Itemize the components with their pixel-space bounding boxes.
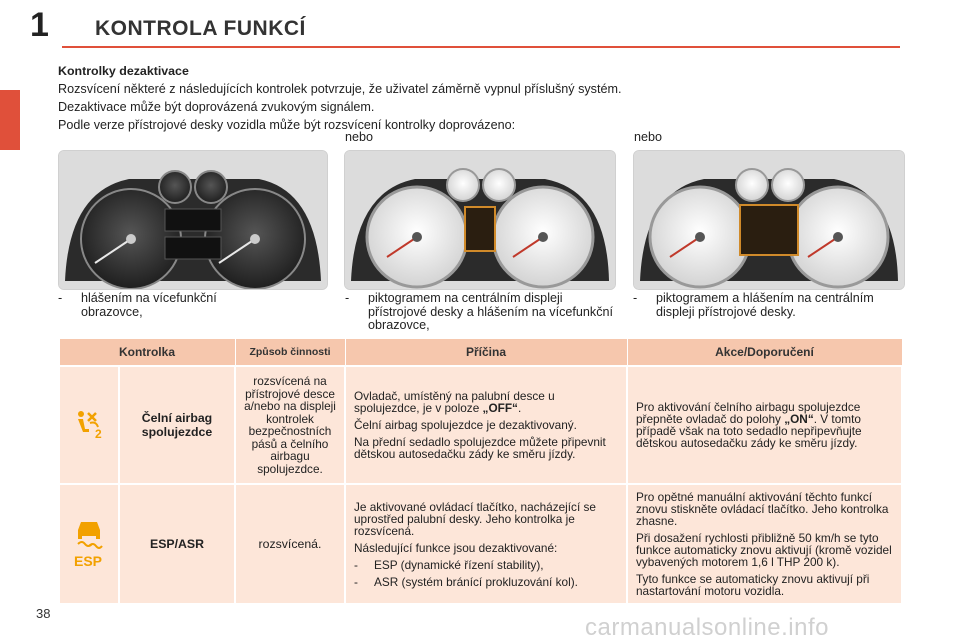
- instrument-cluster-image: [634, 151, 904, 289]
- disabled-functions-list: [354, 559, 620, 588]
- action-paragraph: Při dosažení rychlosti přibližně 50 km/h se tyto funkce automaticky znovu aktivují (kromě vozidel vybavených motorem 1,6 l THP 200 k).: [636, 531, 892, 569]
- indicator-name: Čelní airbag spolujezdce: [119, 366, 235, 484]
- list-item: - ASR (systém bránící prokluzování kol).: [354, 576, 620, 588]
- mode-text: rozsvícená.: [235, 484, 345, 604]
- table-row: [59, 366, 902, 484]
- section-title: Kontrolky dezaktivace: [58, 64, 189, 78]
- cluster-photo-2: [344, 150, 616, 290]
- svg-text:2: 2: [95, 426, 102, 439]
- esp-off-icon: [73, 518, 105, 568]
- intro-line: Podle verze přístrojové desky vozidla může být rozsvícení kontrolky doprovázeno:: [58, 118, 516, 132]
- table-header-row: [59, 339, 902, 367]
- section-intro: [58, 62, 898, 134]
- icon-cell: [59, 484, 119, 604]
- instrument-cluster-image: [345, 151, 615, 289]
- instrument-cluster-image: [59, 151, 327, 289]
- action-paragraph: Tyto funkce se automaticky znovu aktivují při nastartování motoru vozidla.: [636, 572, 870, 598]
- cause-paragraph: Následující funkce jsou dezaktivované:: [354, 540, 558, 555]
- chapter-side-tab: [0, 90, 20, 150]
- cause-paragraph: Ovladač, umístěný na palubní desce u spolujezdce, je v poloze „OFF“.: [354, 389, 555, 415]
- airbag-off-icon: [74, 409, 104, 439]
- nebo-label: nebo: [345, 130, 374, 144]
- list-item: - ESP (dynamické řízení stability),: [354, 559, 620, 571]
- caption-dash: -: [58, 291, 63, 305]
- caption-text: piktogramem a hlášením na centrálním displeji přístrojové desky.: [656, 291, 874, 319]
- on-position-label: „ON“: [784, 412, 814, 426]
- header-cause: Příčina: [345, 339, 627, 367]
- off-position-label: „OFF“: [482, 401, 518, 415]
- cause-cell: [345, 366, 627, 484]
- cause-paragraph: Čelní airbag spolujezdce je dezaktivovaný.: [354, 418, 577, 432]
- page-number: 38: [36, 606, 51, 621]
- caption-dash: -: [345, 291, 350, 305]
- cause-paragraph: Na přední sedadlo spolujezdce můžete připevnit dětskou autosedačku zády ke směru jízdy.: [354, 435, 606, 461]
- indicator-table: [58, 338, 903, 605]
- header-indicator: Kontrolka: [59, 339, 235, 367]
- watermark: carmanualsonline.info: [585, 614, 829, 641]
- intro-line: Dezaktivace může být doprovázená zvukovým signálem.: [58, 100, 375, 114]
- chapter-number: 1: [30, 6, 49, 44]
- caption-dash: -: [633, 291, 638, 305]
- indicator-name: ESP/ASR: [119, 484, 235, 604]
- table-row: [59, 484, 902, 604]
- chapter-title: KONTROLA FUNKCÍ: [95, 17, 306, 40]
- mode-text: rozsvícená na přístrojové desce a/nebo na displeji kontrolek bezpečnostních pásů a čelního airbagu spolujezdce.: [235, 366, 345, 484]
- nebo-label: nebo: [634, 130, 663, 144]
- header-mode: Způsob činnosti: [235, 339, 345, 367]
- header-rule: [62, 46, 900, 48]
- caption-text: hlášením na vícefunkční obrazovce,: [81, 291, 217, 319]
- header-action: Akce/Doporučení: [627, 339, 902, 367]
- cluster-photo-3: [633, 150, 905, 290]
- intro-line: Rozsvícení některé z následujících kontrolek potvrzuje, že uživatel záměrně vypnul příslušný systém.: [58, 82, 622, 96]
- cluster-photo-1: [58, 150, 328, 290]
- action-paragraph: Pro opětné manuální aktivování těchto funkcí znovu stiskněte ovládací tlačítko. Jeho kontrolka zhasne.: [636, 490, 889, 528]
- svg-text:ESP: ESP: [74, 552, 103, 568]
- action-cell: [627, 484, 902, 604]
- cause-cell: [345, 484, 627, 604]
- action-cell: Pro aktivování čelního airbagu spolujezdce přepněte ovladač do polohy „ON“. V tomto případě však na toto sedadlo nepřipevňujte dětskou autosedačku zády ke směru jízdy.: [627, 366, 902, 484]
- cause-paragraph: Je aktivované ovládací tlačítko, nacházející se uprostřed palubní desky. Jeho kontrolka je rozsvícená.: [354, 499, 596, 538]
- caption-text: piktogramem na centrálním displeji přístrojové desky a hlášením na vícefunkční obrazovce,: [368, 291, 614, 332]
- icon-cell: [59, 366, 119, 484]
